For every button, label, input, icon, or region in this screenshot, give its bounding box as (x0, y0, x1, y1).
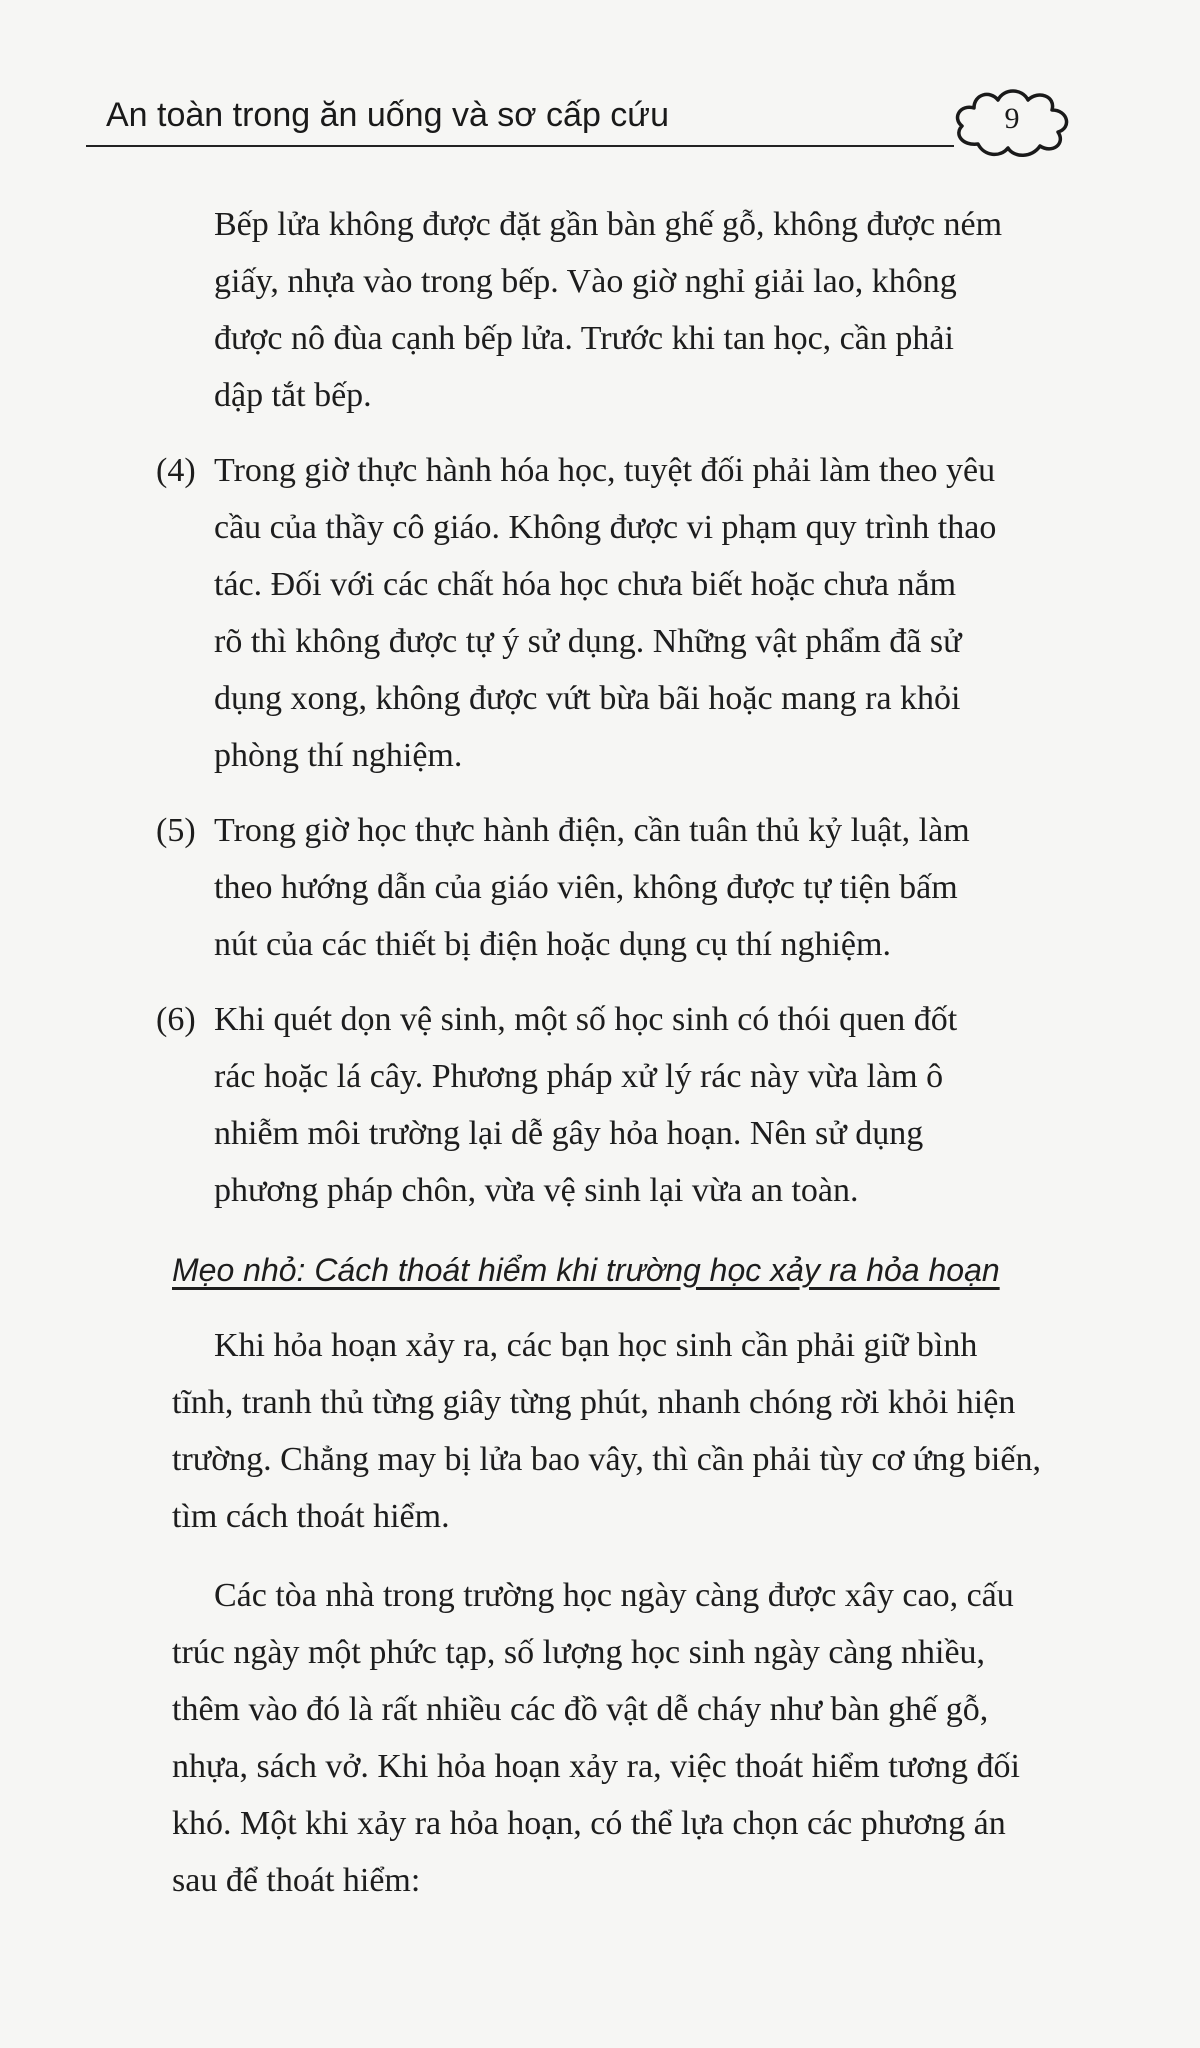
text-line: Trong giờ thực hành hóa học, tuyệt đối phải làm theo yêu (214, 452, 996, 489)
item-number: (4) (156, 452, 196, 489)
text-line: Bếp lửa không được đặt gần bàn ghế gỗ, không được ném (214, 206, 1003, 243)
page-number: 9 (1004, 102, 1020, 135)
text-line: tìm cách thoát hiểm. (172, 1498, 450, 1535)
continued-paragraph (214, 196, 1200, 424)
text-line: tác. Đối với các chất hóa học chưa biết hoặc chưa nắm (214, 566, 957, 603)
text-line: dụng xong, không được vứt bừa bãi hoặc mang ra khỏi (214, 680, 961, 717)
text-line: Khi quét dọn vệ sinh, một số học sinh có thói quen đốt (214, 1001, 958, 1038)
text-line: tĩnh, tranh thủ từng giây từng phút, nhanh chóng rời khỏi hiện (172, 1384, 1016, 1421)
text-line: cầu của thầy cô giáo. Không được vi phạm quy trình thao (214, 509, 997, 546)
text-line: Các tòa nhà trong trường học ngày càng được xây cao, cấu (214, 1577, 1014, 1614)
text-line: được nô đùa cạnh bếp lửa. Trước khi tan học, cần phải (214, 320, 954, 357)
text-line: thêm vào đó là rất nhiều các đồ vật dễ cháy như bàn ghế gỗ, (172, 1691, 989, 1728)
text-line: khó. Một khi xảy ra hỏa hoạn, có thể lựa chọn các phương án (172, 1805, 1006, 1842)
text-line: dập tắt bếp. (214, 377, 372, 414)
list-item (156, 442, 1200, 784)
header-rule (86, 145, 954, 147)
body-paragraph (172, 1567, 1200, 1909)
text-line: sau để thoát hiểm: (172, 1862, 421, 1899)
text-line: Trong giờ học thực hành điện, cần tuân thủ kỷ luật, làm (214, 812, 970, 849)
text-line: trường. Chẳng may bị lửa bao vây, thì cần phải tùy cơ ứng biến, (172, 1441, 1041, 1478)
page-number-badge (948, 82, 1076, 162)
text-line: theo hướng dẫn của giáo viên, không được tự tiện bấm (214, 869, 958, 906)
text-line: nút của các thiết bị điện hoặc dụng cụ thí nghiệm. (214, 926, 891, 963)
text-line: nhựa, sách vở. Khi hỏa hoạn xảy ra, việc thoát hiểm tương đối (172, 1748, 1020, 1785)
item-number: (5) (156, 812, 196, 849)
text-line: Khi hỏa hoạn xảy ra, các bạn học sinh cần phải giữ bình (214, 1327, 978, 1364)
text-line: giấy, nhựa vào trong bếp. Vào giờ nghỉ giải lao, không (214, 263, 957, 300)
text-line: trúc ngày một phức tạp, số lượng học sinh ngày càng nhiều, (172, 1634, 986, 1671)
text-line: phòng thí nghiệm. (214, 737, 463, 774)
body-paragraph (172, 1317, 1200, 1545)
page-content (0, 196, 1200, 1931)
text-line: nhiễm môi trường lại dễ gây hỏa hoạn. Nên sử dụng (214, 1115, 924, 1152)
list-item (156, 802, 1200, 973)
tip-heading: Mẹo nhỏ: Cách thoát hiểm khi trường học xảy ra hỏa hoạn (172, 1252, 1000, 1288)
text-line: rác hoặc lá cây. Phương pháp xử lý rác này vừa làm ô (214, 1058, 944, 1095)
text-line: phương pháp chôn, vừa vệ sinh lại vừa an toàn. (214, 1172, 859, 1209)
text-line: rõ thì không được tự ý sử dụng. Những vật phẩm đã sử (214, 623, 962, 660)
list-item (156, 991, 1200, 1219)
running-header-title: An toàn trong ăn uống và sơ cấp cứu (106, 96, 669, 134)
item-number: (6) (156, 1001, 196, 1038)
